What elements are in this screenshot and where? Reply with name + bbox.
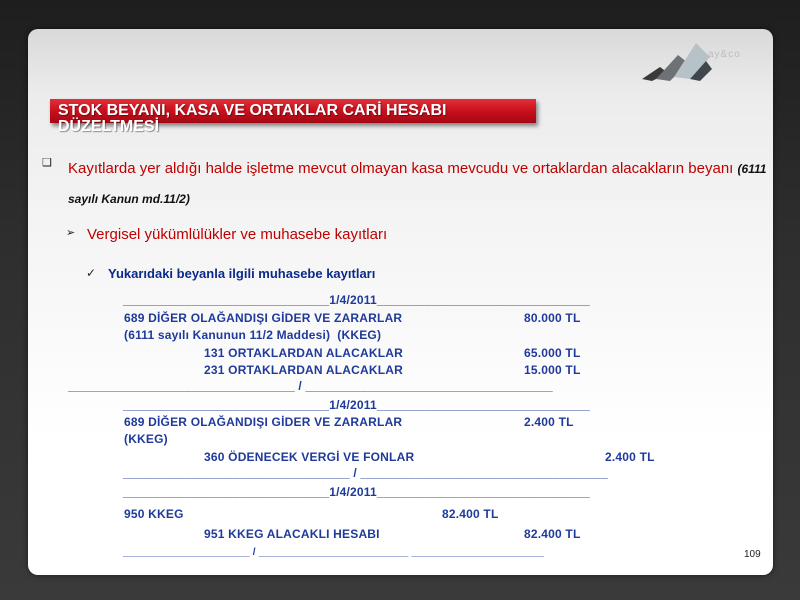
journal-credit-account: 231 ORTAKLARDAN ALACAKLAR [204,363,403,377]
journal-note: (6111 sayılı Kanunun 11/2 Maddesi) (KKEG) [124,328,382,342]
bullet-2-text: Vergisel yükümlülükler ve muhasebe kayıtları [87,226,388,243]
slide-title: STOK BEYANI, KASA VE ORTAKLAR CARİ HESABI DÜZELTMESİ [58,102,447,135]
journal-debit-amount: 82.400 TL [442,507,499,521]
bullet-1-main: Kayıtlarda yer aldığı halde işletme mevcut olmayan kasa mevcudu ve ortaklardan alacakların beyanı [68,160,738,177]
journal-credit-account: 951 KKEG ALACAKLI HESABI [204,527,380,541]
journal-separator-date: ______________________________1/4/2011_______________________________ [123,398,590,412]
bullet-1-text [68,154,768,214]
slide [28,29,773,575]
journal-credit-amount: 2.400 TL [605,450,655,464]
journal-debit-account: 689 DİĞER OLAĞANDIŞI GİDER VE ZARARLAR [124,415,403,429]
journal-credit-amount: 65.000 TL [524,346,581,360]
journal-separator-date: ______________________________1/4/2011_______________________________ [123,485,590,499]
journal-debit-account: 689 DİĞER OLAĞANDIŞI GİDER VE ZARARLAR [124,311,403,325]
bullet-1-reference: (6111 sayılı Kanun md.11/2) [68,162,767,206]
company-logo [638,37,768,87]
journal-credit-account: 131 ORTAKLARDAN ALACAKLAR [204,346,403,360]
journal-separator: _________________________________ / ____________________________________ [123,466,608,480]
page-number: 109 [744,549,761,560]
journal-separator: _________________________________ / ____________________________________ [68,379,553,393]
checkmark-bullet-icon: ✓ [86,266,97,280]
journal-note: (KKEG) [124,432,168,446]
journal-credit-account: 360 ÖDENECEK VERGİ VE FONLAR [204,450,415,464]
arrow-bullet-icon: ➢ [66,227,76,239]
journal-separator: ______________________ / __________________________ _______________________ [123,547,544,558]
logo-text: ay&co [708,49,741,60]
journal-debit-amount: 2.400 TL [524,415,574,429]
journal-debit-amount: 80.000 TL [524,311,581,325]
square-bullet-icon: ❑ [42,157,52,169]
journal-debit-account: 950 KKEG [124,507,184,521]
journal-credit-amount: 15.000 TL [524,363,581,377]
journal-separator-date: ______________________________1/4/2011_______________________________ [123,293,590,307]
bullet-3-text: Yukarıdaki beyanla ilgili muhasebe kayıtları [108,266,376,281]
journal-credit-amount: 82.400 TL [524,527,581,541]
